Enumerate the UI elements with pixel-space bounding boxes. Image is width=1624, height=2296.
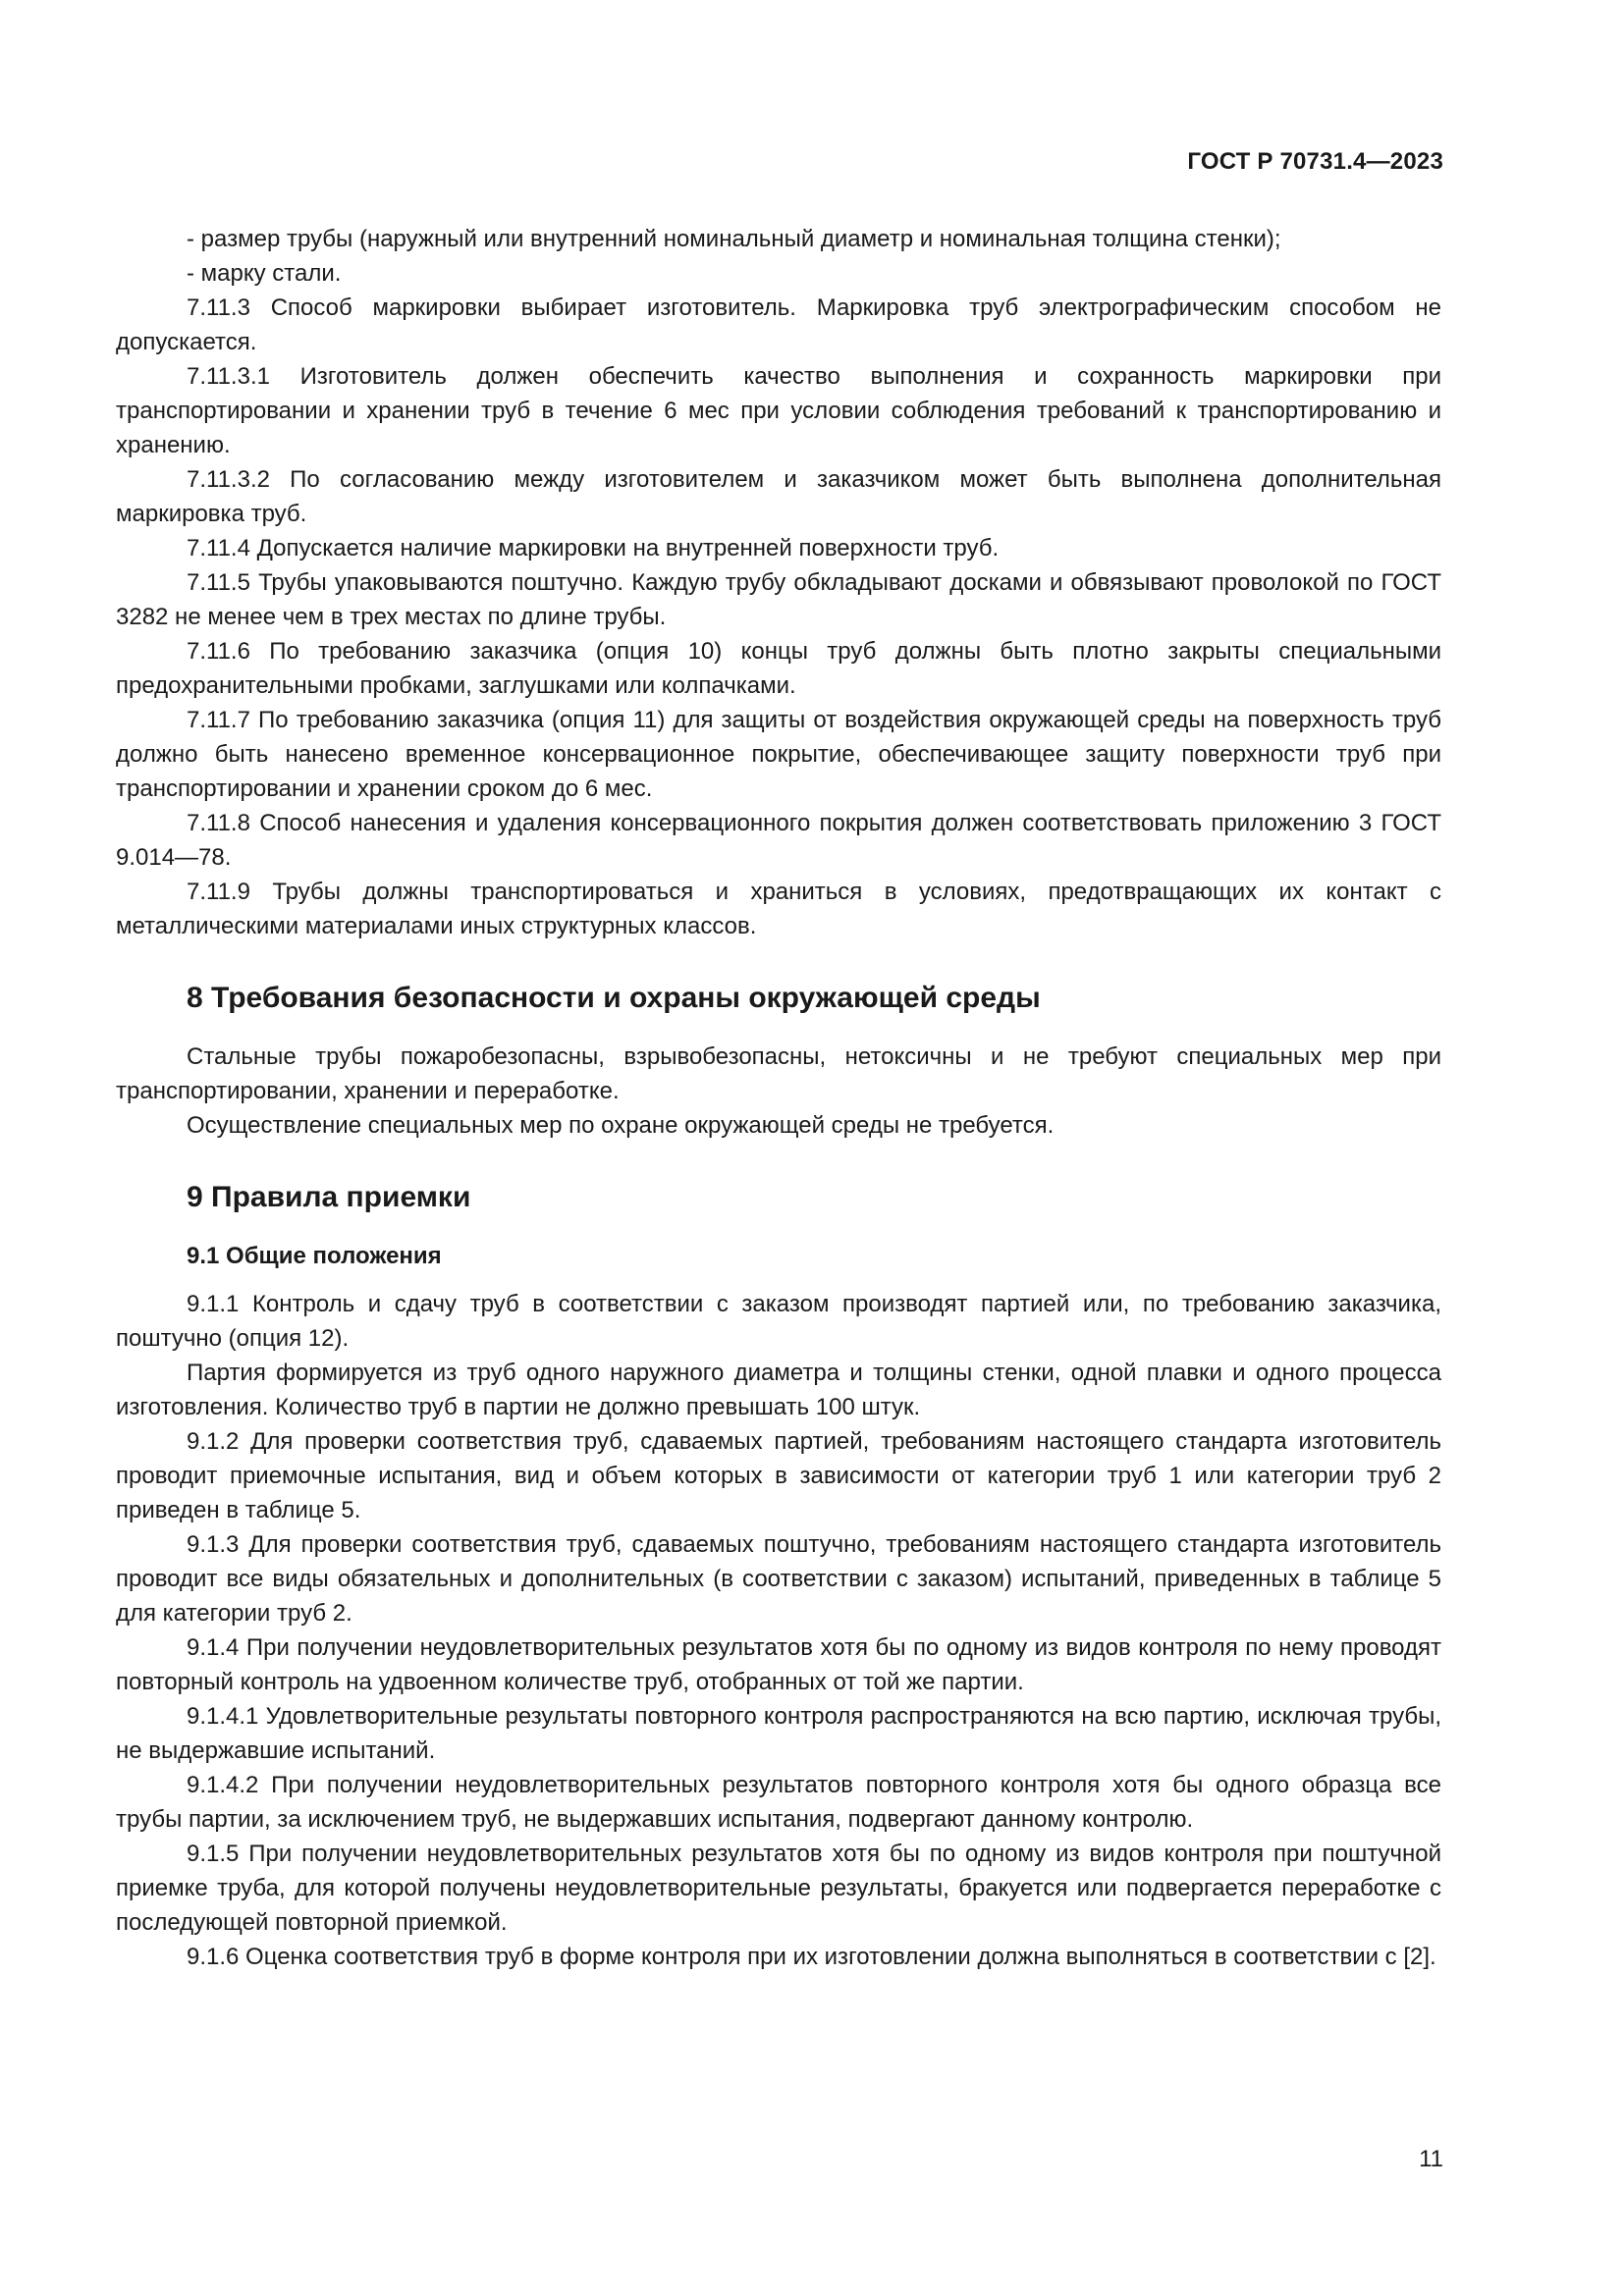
paragraph: Осуществление специальных мер по охране окружающей среды не требуется. xyxy=(187,1112,1055,1139)
paragraph: 7.11.9 Трубы должны транспортироваться и храниться в условиях, предотвращающих их контакт с металлическими материалами иных структурных классов. xyxy=(116,879,1441,939)
paragraph: 9.1.3 Для проверки соответствия труб, сдаваемых поштучно, требованиям настоящего стандарта изготовитель проводит все виды обязательных и дополнительных (в соответствии с заказом) испытаний, приведенных в таблице 5 для категории труб 2. xyxy=(116,1531,1441,1627)
paragraph: Партия формируется из труб одного наружного диаметра и толщины стенки, одной плавки и одного процесса изготовления. Количество труб в партии не должно превышать 100 штук. xyxy=(116,1360,1441,1420)
paragraph: - размер трубы (наружный или внутренний номинальный диаметр и номинальная толщина стенки); xyxy=(187,226,1281,252)
paragraph: 7.11.8 Способ нанесения и удаления консервационного покрытия должен соответствовать приложению 3 ГОСТ 9.014—78. xyxy=(116,810,1441,871)
paragraph: 7.11.3 Способ маркировки выбирает изготовитель. Маркировка труб электрографическим способом не допускается. xyxy=(116,294,1441,355)
paragraph: 9.1.1 Контроль и сдачу труб в соответствии с заказом производят партией или, по требованию заказчика, поштучно (опция 12). xyxy=(116,1291,1441,1352)
paragraph: 9.1.2 Для проверки соответствия труб, сдаваемых партией, требованиям настоящего стандарта изготовитель проводит приемочные испытания, вид и объем которых в зависимости от категории труб 1 или категории труб 2 приведен в таблице 5. xyxy=(116,1428,1441,1523)
paragraph: 9.1.4.2 При получении неудовлетворительных результатов повторного контроля хотя бы одного образца все трубы партии, за исключением труб, не выдержавших испытания, подвергают данному контролю. xyxy=(116,1772,1441,1833)
paragraph: 7.11.3.1 Изготовитель должен обеспечить качество выполнения и сохранность маркировки при транспортировании и хранении труб в течение 6 мес при условии соблюдения требований к транспортированию и хранению. xyxy=(116,363,1441,458)
paragraph: 9.1.5 При получении неудовлетворительных результатов хотя бы по одному из видов контроля при поштучной приемке труба, для которой получены неудовлетворительные результаты, бракуется или подвергается переработке с последующей повторной приемкой. xyxy=(116,1841,1441,1936)
paragraph: 9.1.4.1 Удовлетворительные результаты повторного контроля распространяются на всю партию, исключая трубы, не выдержавшие испытаний. xyxy=(116,1703,1441,1764)
section-8-heading: 8 Требования безопасности и охраны окружающей среды xyxy=(187,982,1041,1014)
paragraph: 7.11.7 По требованию заказчика (опция 11) для защиты от воздействия окружающей среды на поверхность труб должно быть нанесено временное консервационное покрытие, обеспечивающее защиту поверхности труб при транспортировании и хранении сроком до 6 мес. xyxy=(116,707,1441,802)
paragraph: 7.11.6 По требованию заказчика (опция 10) концы труб должны быть плотно закрыты специальными предохранительными пробками, заглушками или колпачками. xyxy=(116,638,1441,699)
paragraph: 7.11.4 Допускается наличие маркировки на внутренней поверхности труб. xyxy=(187,535,1000,561)
subsection-9-1-heading: 9.1 Общие положения xyxy=(187,1243,442,1269)
paragraph: 7.11.5 Трубы упаковываются поштучно. Каждую трубу обкладывают досками и обвязывают проволокой по ГОСТ 3282 не менее чем в трех местах по длине трубы. xyxy=(116,569,1441,630)
paragraph: 9.1.4 При получении неудовлетворительных результатов хотя бы по одному из видов контроля по нему проводят повторный контроль на удвоенном количестве труб, отобранных от той же партии. xyxy=(116,1634,1441,1695)
standard-code-header: ГОСТ Р 70731.4—2023 xyxy=(1187,148,1443,175)
paragraph: Стальные трубы пожаробезопасны, взрывобезопасны, нетоксичны и не требуют специальных мер при транспортировании, хранении и переработке. xyxy=(116,1043,1441,1104)
paragraph: 7.11.3.2 По согласованию между изготовителем и заказчиком может быть выполнена дополнительная маркировка труб. xyxy=(116,466,1441,527)
section-9-heading: 9 Правила приемки xyxy=(187,1181,471,1213)
paragraph: - марку стали. xyxy=(187,260,342,287)
paragraph: 9.1.6 Оценка соответствия труб в форме контроля при их изготовлении должна выполняться в соответствии с [2]. xyxy=(187,1944,1436,1970)
document-body xyxy=(116,222,1441,1974)
page-number: 11 xyxy=(1419,2146,1443,2172)
